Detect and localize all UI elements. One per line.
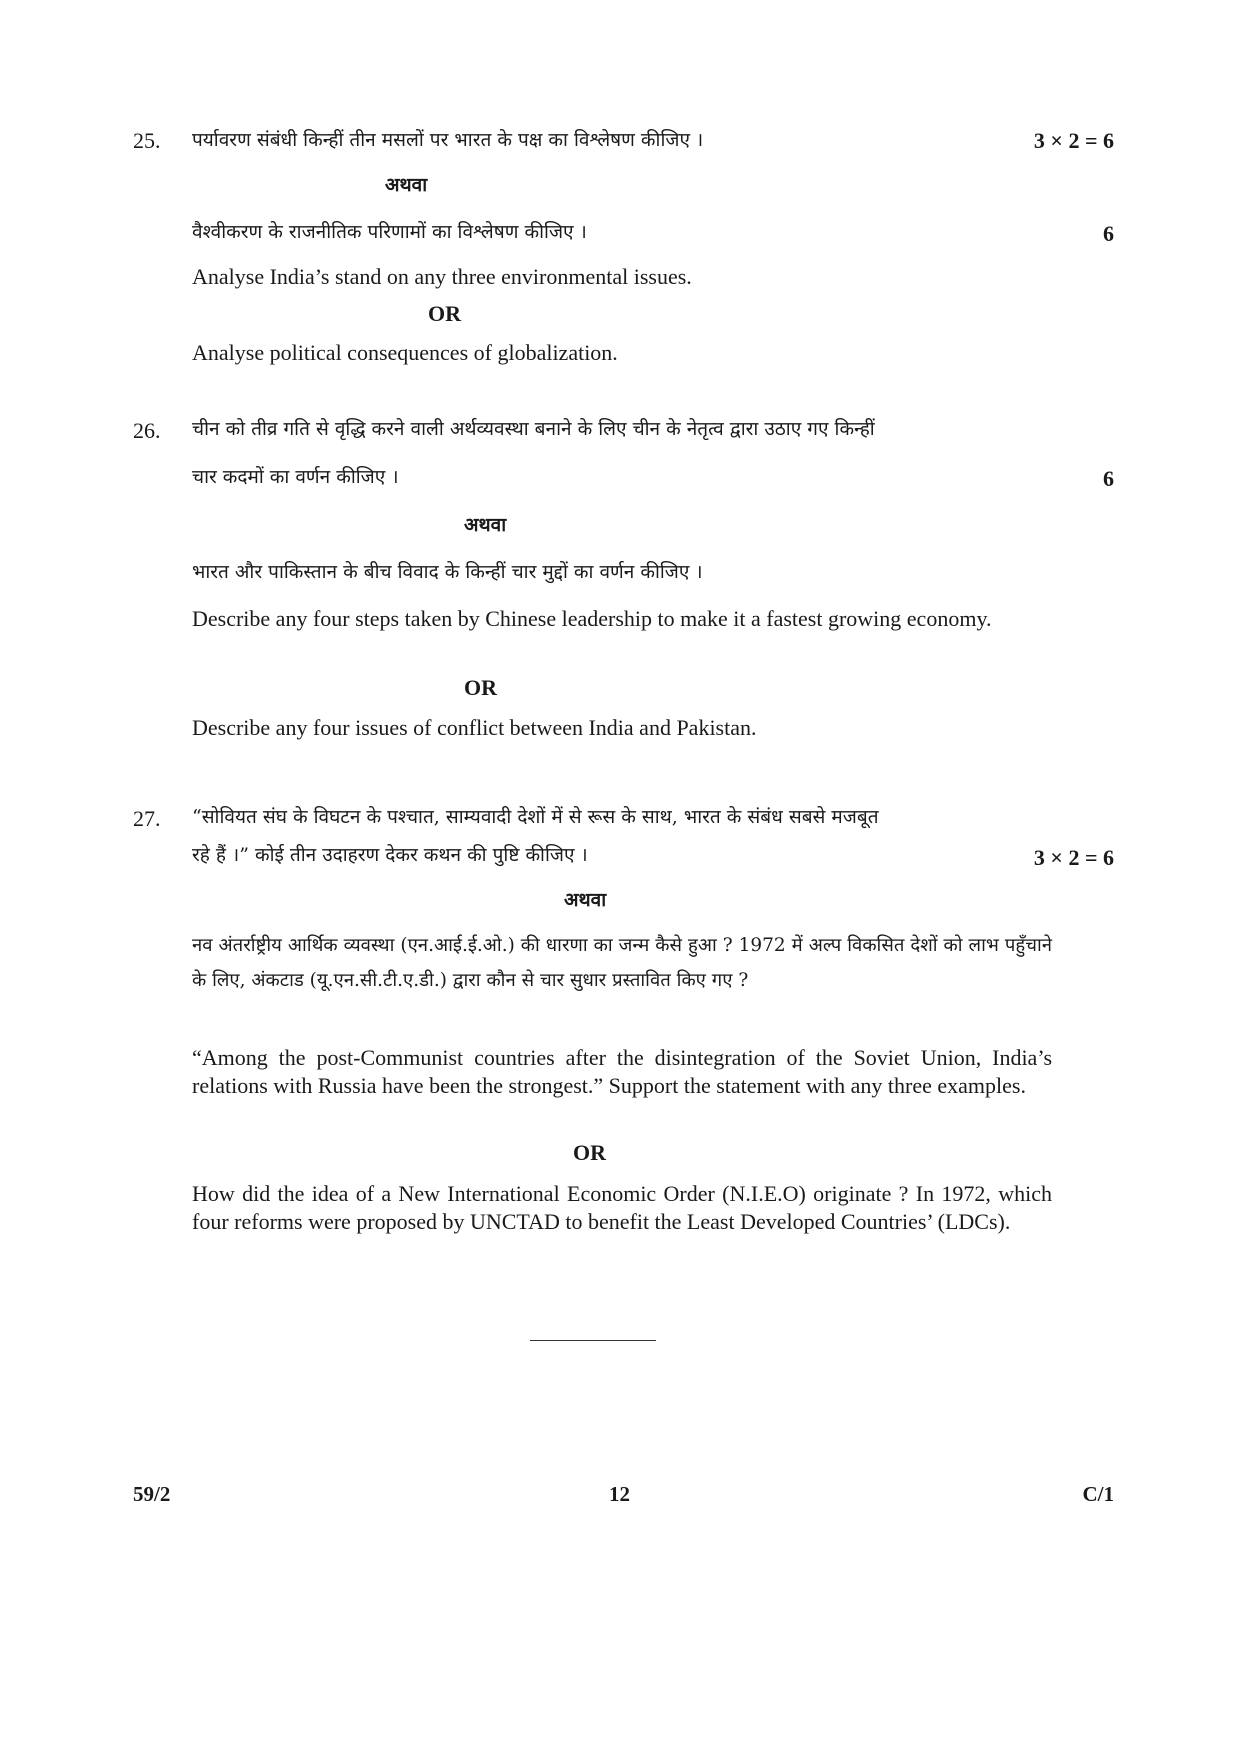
question-number: 25. bbox=[133, 128, 161, 153]
hindi-alternative-question: वैश्वीकरण के राजनीतिक परिणामों का विश्लेषण कीजिए । bbox=[192, 221, 587, 243]
paper-code: 59/2 bbox=[133, 1482, 171, 1506]
english-or-label: OR bbox=[464, 675, 497, 700]
hindi-question-line-1: चीन को तीव्र गति से वृद्धि करने वाली अर्थव्यवस्था बनाने के लिए चीन के नेतृत्व द्वारा उठाए गए किन्हीं bbox=[192, 418, 875, 440]
english-or-label: OR bbox=[428, 301, 461, 326]
english-question: Analyse India’s stand on any three environmental issues. bbox=[192, 264, 692, 289]
english-or-label: OR bbox=[573, 1140, 606, 1165]
hindi-alternative-question: भारत और पाकिस्तान के बीच विवाद के किन्हीं चार मुद्दों का वर्णन कीजिए । bbox=[192, 561, 703, 583]
english-question: “Among the post-Communist countries after the disintegration of the Soviet Union, India’s relations with Russia have been the strongest.” Support the statement with any three examples. bbox=[192, 1045, 1052, 1098]
hindi-question-line-2: चार कदमों का वर्णन कीजिए । bbox=[192, 466, 399, 488]
hindi-question-line-2: रहे हैं ।” कोई तीन उदाहरण देकर कथन की पुष्टि कीजिए । bbox=[192, 844, 588, 866]
marks: 3 × 2 = 6 bbox=[1033, 128, 1114, 153]
hindi-question-line-1: “सोवियत संघ के विघटन के पश्चात, साम्यवादी देशों में से रूस के साथ, भारत के संबंध सबसे मजबूत bbox=[192, 806, 879, 828]
hindi-question: पर्यावरण संबंधी किन्हीं तीन मसलों पर भारत के पक्ष का विश्लेषण कीजिए । bbox=[192, 129, 704, 151]
question-number: 27. bbox=[133, 806, 161, 831]
marks: 3 × 2 = 6 bbox=[1033, 845, 1114, 870]
hindi-or-label: अथवा bbox=[564, 889, 607, 911]
end-of-paper-rule bbox=[530, 1340, 656, 1341]
hindi-alternative-question: नव अंतर्राष्ट्रीय आर्थिक व्यवस्था (एन.आई.ई.ओ.) की धारणा का जन्म कैसे हुआ ? 1972 में अल्प विकसित देशों को लाभ पहुँचाने के लिए, अंकटाड (यू.एन.सी.टी.ए.डी.) द्वारा कौन से चार सुधार प्रस्तावित किए गए ? bbox=[192, 935, 1052, 991]
english-alternative-question: Analyse political consequences of globalization. bbox=[192, 340, 618, 365]
set-code: C/1 bbox=[1082, 1482, 1114, 1506]
page-number: 12 bbox=[609, 1482, 630, 1506]
marks: 6 bbox=[1103, 466, 1114, 491]
question-number: 26. bbox=[133, 418, 161, 443]
marks: 6 bbox=[1103, 221, 1114, 246]
english-question: Describe any four steps taken by Chinese leadership to make it a fastest growing economy. bbox=[192, 606, 992, 631]
english-alternative-question: How did the idea of a New International Economic Order (N.I.E.O) originate ? In 1972, which four reforms were proposed by UNCTAD to benefit the Least Developed Countries’ (LDCs). bbox=[192, 1181, 1052, 1234]
hindi-or-label: अथवा bbox=[464, 514, 507, 536]
hindi-or-label: अथवा bbox=[385, 174, 428, 196]
english-alternative-question: Describe any four issues of conflict between India and Pakistan. bbox=[192, 715, 757, 740]
